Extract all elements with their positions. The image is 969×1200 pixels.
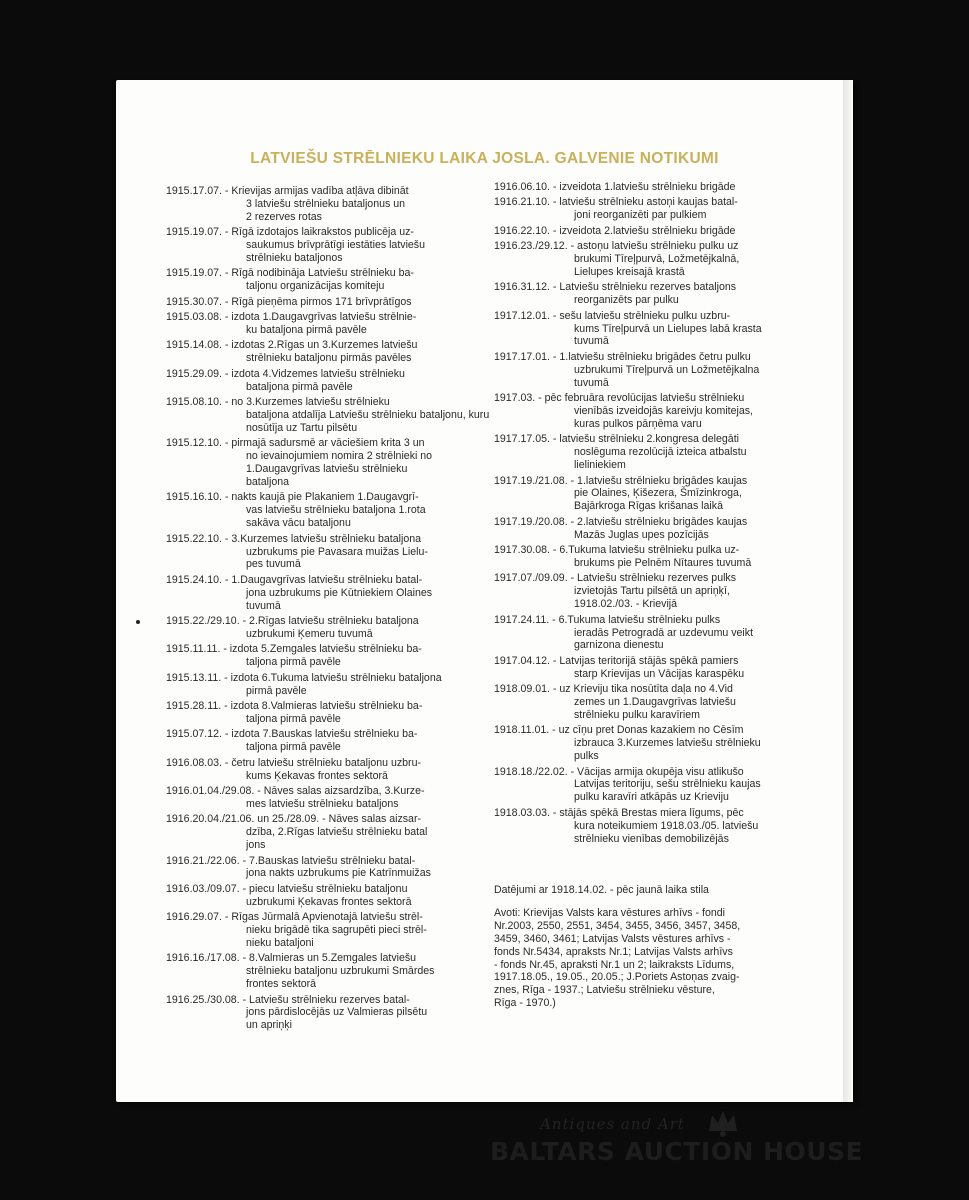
timeline-entry-line: 2 rezerves rotas — [246, 210, 322, 223]
timeline-entry-line: jona nakts uzbrukums pie Katrīnmuižas — [246, 867, 431, 880]
timeline-entry — [494, 351, 794, 390]
timeline-entry — [166, 728, 466, 754]
timeline-entry-line: uzbrukumi Ķekavas frontes sektorā — [246, 895, 412, 908]
timeline-entry-line: jona uzbrukums pie Kūtniekiem Olaines — [246, 586, 433, 599]
timeline-entry — [494, 516, 794, 542]
timeline-entry-date-line: 1917.12.01. - sešu latviešu strēlnieku pulku uzbru- — [494, 309, 731, 322]
watermark-script: Antiques and Art — [540, 1115, 685, 1133]
timeline-entry — [166, 952, 466, 991]
timeline-entry-date-line: 1915.16.10. - nakts kaujā pie Plakaniem 1.Daugavgrī- — [166, 491, 419, 504]
timeline-entry-date-line: 1915.03.08. - izdota 1.Daugavgrīvas latviešu strēlnie- — [166, 311, 417, 324]
timeline-entry — [494, 433, 794, 472]
timeline-entry-date-line: 1915.29.09. - izdota 4.Vidzemes latviešu strēlnieku — [166, 367, 405, 380]
timeline-entry-line: taljona pirmā pavēle — [246, 712, 341, 725]
timeline-entry-date-line: 1918.18./22.02. - Vācijas armija okupēja visu atlikušo — [494, 765, 744, 778]
timeline-entry — [494, 766, 794, 805]
timeline-entry — [494, 310, 794, 349]
timeline-entry — [166, 813, 466, 852]
sources-line: fonds Nr.5434, apraksts Nr.1; Latvijas Valsts arhīvs — [494, 945, 733, 958]
timeline-entry — [166, 615, 466, 641]
timeline-entry — [166, 339, 466, 365]
sources-line: Rīga - 1970.) — [494, 997, 556, 1010]
timeline-entry-date-line: 1915.30.07. - Rīgā pieņēma pirmos 171 brīvprātīgos — [166, 295, 412, 308]
timeline-entry-line: no ievainojumiem nomira 2 strēlnieki no — [246, 450, 433, 463]
timeline-entry — [166, 437, 466, 489]
timeline-entry-date-line: 1915.12.10. - pirmajā sadursmē ar vāciešiem krita 3 un — [166, 437, 425, 450]
timeline-entry-line: ku bataljona pirmā pavēle — [246, 324, 367, 337]
timeline-entry — [166, 574, 466, 613]
timeline-entry — [494, 724, 794, 763]
timeline-entry-date-line: 1916.21./22.06. - 7.Bauskas latviešu strēlnieku batal- — [166, 854, 416, 867]
timeline-entry — [166, 643, 466, 669]
timeline-entry-line: pie Olaines, Ķišezera, Šmīzinkroga, — [574, 487, 742, 500]
timeline-entry — [166, 311, 466, 337]
timeline-entry-line: un apriņķi — [246, 1019, 292, 1032]
timeline-entry-line: izbrauca 3.Kurzemes latviešu strēlnieku — [574, 737, 761, 750]
timeline-entry-line: nieku bataljoni — [246, 936, 314, 949]
timeline-entry — [494, 475, 794, 514]
timeline-entry-line: Lielupes kreisajā krastā — [574, 265, 685, 278]
sources-line: 3459, 3460, 3461; Latvijas Valsts vēstures arhīvs - — [494, 932, 731, 945]
timeline-entry-line: taljona pirmā pavēle — [246, 656, 341, 669]
timeline-right-entries — [494, 181, 794, 846]
timeline-entry-date-line: 1916.20.04./21.06. un 25./28.09. - Nāves salas aizsar- — [166, 813, 422, 826]
sources-block — [494, 907, 794, 1010]
timeline-entry — [494, 240, 794, 279]
timeline-entry-line: joni reorganizēti par pulkiem — [574, 209, 707, 222]
timeline-entry-line: pirmā pavēle — [246, 684, 307, 697]
timeline-entry — [166, 757, 466, 783]
timeline-entry-line: brukumi Tīreļpurvā, Ložmetējkalnā, — [574, 253, 740, 266]
timeline-entry — [166, 911, 466, 950]
dates-note: Datējumi ar 1918.14.02. - pēc jaunā laika stila — [494, 884, 709, 896]
timeline-entry-line: Mazās Juglas upes pozīcijās — [574, 528, 709, 541]
timeline-entry — [166, 855, 466, 881]
timeline-entry-date-line: 1917.17.05. - latviešu strēlnieku 2.kongresa delegāti — [494, 433, 739, 446]
timeline-entry-line: mes latviešu strēlnieku bataljons — [246, 797, 399, 810]
timeline-entry-line: bataljona — [246, 476, 290, 489]
timeline-entry-date-line: 1918.03.03. - stājās spēkā Brestas miera līgums, pēc — [494, 806, 744, 819]
timeline-entry-date-line: 1915.24.10. - 1.Daugavgrīvas latviešu strēlnieku batal- — [166, 573, 423, 586]
timeline-entry — [494, 614, 794, 653]
timeline-entry-date-line: 1917.07./09.09. - Latviešu strēlnieku rezerves pulks — [494, 572, 737, 585]
timeline-entry-line: Bajārkroga Rīgas krišanas laikā — [574, 500, 723, 513]
timeline-entry-line: pulks — [574, 750, 599, 763]
timeline-entry-date-line: 1917.19./21.08. - 1.latviešu strēlnieku brigādes kaujas — [494, 474, 748, 487]
timeline-entry-line: starp Krievijas un Vācijas karaspēku — [574, 667, 745, 680]
sources-line: - fonds Nr.45, apraksti Nr.1 un 2; laikraksts Līdums, — [494, 958, 735, 971]
timeline-entry-date-line: 1916.16./17.08. - 8.Valmieras un 5.Zemgales latviešu — [166, 952, 417, 965]
timeline-entry-line: sakāva vācu bataljonu — [246, 517, 351, 530]
timeline-entry-date-line: 1916.22.10. - izveidota 2.latviešu strēlnieku brigāde — [494, 224, 736, 237]
timeline-entry-date-line: 1916.31.12. - Latviešu strēlnieku rezerves bataljons — [494, 281, 737, 294]
timeline-entry-date-line: 1917.30.08. - 6.Tukuma latviešu strēlnieku pulka uz- — [494, 544, 740, 557]
timeline-entry-date-line: 1918.09.01. - uz Krieviju tika nosūtīta daļa no 4.Vid — [494, 683, 733, 696]
timeline-entry-date-line: 1915.19.07. - Rīgā nodibināja Latviešu strēlnieku ba- — [166, 267, 414, 280]
timeline-entry-line: reorganizēts par pulku — [574, 294, 679, 307]
timeline-entry-line: strēlnieku pulku karavīriem — [574, 708, 700, 721]
timeline-entry — [166, 185, 466, 224]
timeline-entry-line: izvietojās Tartu pilsētā un apriņķī, — [574, 585, 730, 598]
timeline-entry — [166, 368, 466, 394]
timeline-entry — [494, 807, 794, 846]
timeline-entry-date-line: 1915.28.11. - izdota 8.Valmieras latviešu strēlnieku ba- — [166, 700, 423, 713]
timeline-right-column — [494, 181, 794, 1010]
timeline-entry-date-line: 1915.08.10. - no 3.Kurzemes latviešu strēlnieku — [166, 396, 390, 409]
timeline-entry — [166, 226, 466, 265]
timeline-entry-line: taljona pirmā pavēle — [246, 741, 341, 754]
timeline-entry — [494, 392, 794, 431]
sources-line: Nr.2003, 2550, 2551, 3454, 3455, 3456, 3457, 3458, — [494, 919, 741, 932]
timeline-entry-date-line: 1915.22.10. - 3.Kurzemes latviešu strēlnieku bataljona — [166, 532, 421, 545]
timeline-entry-line: pes tuvumā — [246, 558, 301, 571]
timeline-entry-date-line: 1917.24.11. - 6.Tukuma latviešu strēlnieku pulks — [494, 613, 721, 626]
timeline-entry-line: zemes un 1.Daugavgrīvas latviešu — [574, 696, 736, 709]
timeline-entry — [494, 544, 794, 570]
timeline-entry-line: frontes sektorā — [246, 978, 317, 991]
timeline-entry-date-line: 1915.22./29.10. - 2.Rīgas latviešu strēlnieku bataljona — [166, 615, 419, 628]
timeline-entry — [166, 296, 466, 309]
book-spine-edge — [843, 80, 853, 1102]
timeline-entry-line: pulku karavīri atkāpās uz Krieviju — [574, 791, 729, 804]
timeline-entry-line: Latvijas teritoriju, sešu strēlnieku kaujas — [574, 778, 761, 791]
timeline-entry-date-line: 1915.13.11. - izdota 6.Tukuma latviešu strēlnieku bataljona — [166, 671, 442, 684]
timeline-entry — [494, 683, 794, 722]
timeline-entry-line: ieradās Petrogradā ar uzdevumu veikt — [574, 626, 754, 639]
timeline-entry-line: bataljona pirmā pavēle — [246, 380, 353, 393]
timeline-entry-line: taljonu organizācijas komiteju — [246, 280, 385, 293]
timeline-entry-date-line: 1916.21.10. - latviešu strēlnieku astoņi kaujas batal- — [494, 196, 738, 209]
timeline-entry-date-line: 1916.03./09.07. - piecu latviešu strēlnieku bataljonu — [166, 882, 408, 895]
timeline-entry — [166, 785, 466, 811]
timeline-entry-line: vienībās izveidojās kareivju komitejas, — [574, 405, 753, 417]
timeline-entry-line: noslēguma rezolūcijā izteica atbalstu — [574, 446, 747, 459]
sources-line: znes, Rīga - 1937.; Latviešu strēlnieku vēsture, — [494, 984, 715, 997]
timeline-entry-line: tuvumā — [574, 376, 609, 389]
timeline-entry — [166, 491, 466, 530]
timeline-entry-line: strēlnieku bataljonu uzbrukumi Smārdes — [246, 965, 435, 978]
timeline-entry — [494, 655, 794, 681]
timeline-entry-date-line: 1916.23./29.12. - astoņu latviešu strēlnieku pulku uz — [494, 240, 739, 253]
timeline-entry — [494, 281, 794, 307]
timeline-entry-date-line: 1916.08.03. - četru latviešu strēlnieku bataljonu uzbru- — [166, 756, 421, 769]
timeline-entry-date-line: 1916.01.04./29.08. - Nāves salas aizsardzība, 3.Kurze- — [166, 784, 425, 797]
timeline-entry — [494, 196, 794, 222]
timeline-entry-date-line: 1917.19./20.08. - 2.latviešu strēlnieku brigādes kaujas — [494, 515, 748, 528]
timeline-entry-line: 3 latviešu strēlnieku bataljonus un — [246, 197, 406, 210]
timeline-entry-line: kuras pulkos pārņēma varu — [574, 417, 702, 430]
timeline-entry-line: lieliniekiem — [574, 459, 626, 472]
watermark-brand: BALTARS AUCTION HOUSE — [490, 1137, 864, 1166]
timeline-entry — [166, 533, 466, 572]
timeline-entry — [494, 181, 794, 194]
timeline-entry-line: kums Ķekavas frontes sektorā — [246, 769, 388, 782]
timeline-entry-date-line: 1915.17.07. - Krievijas armijas vadība atļāva dibināt — [166, 185, 409, 197]
timeline-entry-date-line: 1915.07.12. - izdota 7.Bauskas latviešu strēlnieku ba- — [166, 728, 418, 741]
timeline-left-column — [166, 185, 490, 1035]
timeline-entry-line: tuvumā — [574, 335, 609, 348]
timeline-entry-date-line: 1917.04.12. - Latvijas teritorijā stājās spēkā pamiers — [494, 654, 739, 667]
timeline-entry-line: 1918.02./03. - Krievijā — [574, 598, 678, 611]
timeline-entry-line: nosūtīja uz Tartu pilsētu — [246, 421, 358, 434]
timeline-entry-line: nieku brigādē tika sagrupēti pieci strēl- — [246, 924, 427, 937]
watermark-logo — [490, 1115, 910, 1175]
timeline-entry-line: jons — [246, 839, 266, 852]
timeline-entry-line: strēlnieku vienības demobilizējās — [574, 832, 729, 845]
timeline-entry-date-line: 1916.25./30.08. - Latviešu strēlnieku rezerves batal- — [166, 993, 410, 1006]
timeline-entry-line: strēlnieku bataljonu pirmās pavēles — [246, 352, 412, 365]
timeline-entry-line: uzbrukums pie Pavasara muižas Lielu- — [246, 545, 428, 558]
timeline-entry-line: dzība, 2.Rīgas latviešu strēlnieku batal — [246, 826, 428, 839]
timeline-entry — [166, 672, 466, 698]
sources-line: Avoti: Krievijas Valsts kara vēstures arhīvs - fondi — [494, 906, 725, 919]
timeline-entry-line: 1.Daugavgrīvas latviešu strēlnieku — [246, 463, 408, 476]
timeline-entry-date-line: 1915.14.08. - izdotas 2.Rīgas un 3.Kurzemes latviešu — [166, 339, 418, 352]
timeline-entry-line: brukums pie Pelnēm Nītaures tuvumā — [574, 556, 752, 569]
timeline-entry-date-line: 1916.29.07. - Rīgas Jūrmalā Apvienotajā latviešu strēl- — [166, 911, 423, 924]
timeline-entry-date-line: 1916.06.10. - izveidota 1.latviešu strēlnieku brigāde — [494, 181, 736, 193]
timeline-entry-line: kums Tīreļpurvā un Lielupes labā krasta — [574, 322, 762, 335]
timeline-entry-date-line: 1915.11.11. - izdota 5.Zemgales latviešu strēlnieku ba- — [166, 643, 422, 656]
timeline-entry-line: jons pārdislocējās uz Valmieras pilsētu — [246, 1006, 428, 1019]
crown-icon — [705, 1107, 741, 1137]
timeline-entry — [494, 225, 794, 238]
timeline-entry-date-line: 1917.03. - pēc februāra revolūcijas latviešu strēlnieku — [494, 392, 745, 405]
timeline-entry-line: garnizona dienestu — [574, 639, 664, 652]
timeline-entry-line: bataljona atdalīja Latviešu strēlnieku bataljonu, kuru — [246, 409, 490, 421]
timeline-entry — [166, 396, 490, 435]
timeline-entry — [166, 700, 466, 726]
timeline-entry-line: uzbrukumi Tīreļpurvā un Ložmetējkalna — [574, 363, 760, 376]
book-back-cover — [116, 80, 853, 1102]
timeline-entry-line: vas latviešu strēlnieku bataljona 1.rota — [246, 504, 426, 517]
timeline-entry-line: strēlnieku bataljonos — [246, 252, 343, 265]
timeline-entry-date-line: 1918.11.01. - uz cīņu pret Donas kazakiem no Cēsīm — [494, 724, 744, 737]
timeline-entry-line: saukumus brīvprātīgi iestāties latviešu — [246, 239, 425, 252]
timeline-entry-line: tuvumā — [246, 599, 281, 612]
timeline-entry — [494, 572, 794, 611]
timeline-entry-date-line: 1917.17.01. - 1.latviešu strēlnieku brigādes četru pulku — [494, 350, 751, 363]
timeline-entry-line: kura noteikumiem 1918.03./05. latviešu — [574, 819, 759, 832]
timeline-entry — [166, 994, 466, 1033]
timeline-entry-line: uzbrukumi Ķemeru tuvumā — [246, 628, 373, 640]
stray-mark — [136, 620, 140, 624]
sources-line: 1917.18.05., 19.05., 20.05.; J.Poriets Astoņas zvaig- — [494, 971, 740, 984]
timeline-entry — [166, 267, 466, 293]
timeline-entry-date-line: 1915.19.07. - Rīgā izdotajos laikrakstos publicēja uz- — [166, 226, 414, 239]
page-title: LATVIEŠU STRĒLNIEKU LAIKA JOSLA. GALVENIE NOTIKUMI — [250, 150, 719, 167]
timeline-entry — [166, 883, 466, 909]
